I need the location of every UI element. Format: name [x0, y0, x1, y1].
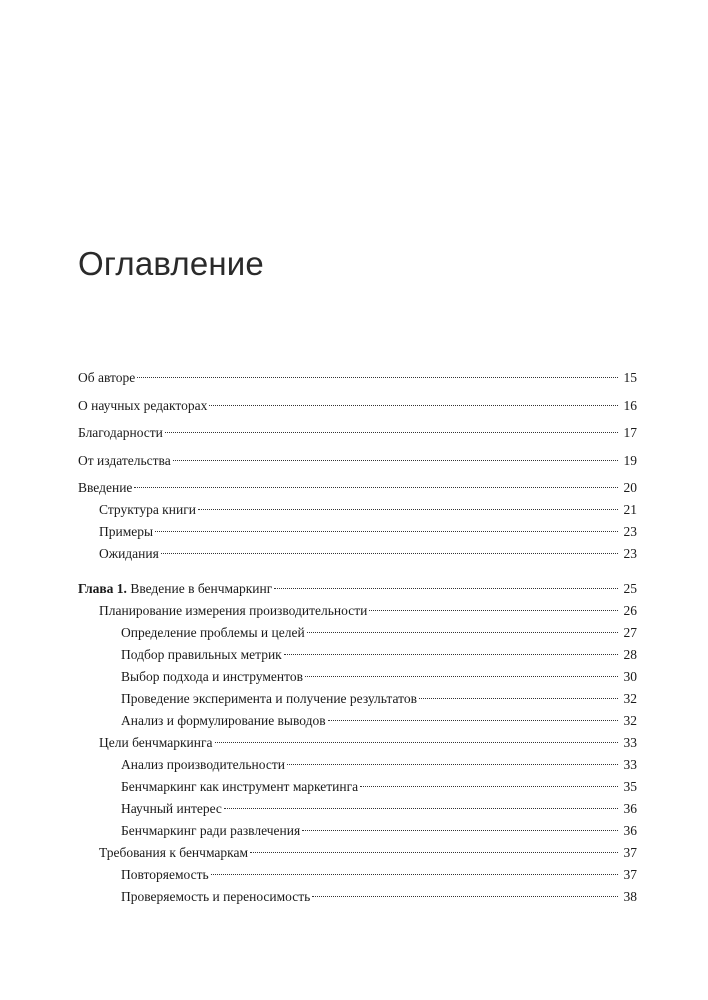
toc-page-number: 36 — [623, 801, 637, 816]
dot-leader — [307, 632, 618, 633]
dot-leader — [302, 830, 618, 831]
toc-entry-subsection[interactable] — [78, 886, 637, 908]
toc-entry-label: Научный интерес — [121, 801, 222, 816]
toc-page-number: 15 — [623, 370, 637, 385]
toc-entry-subsection[interactable] — [78, 798, 637, 820]
toc-page-number: 36 — [623, 823, 637, 838]
toc-entry-label: Повторяемость — [121, 867, 209, 882]
toc-entry-subsection[interactable] — [78, 666, 637, 688]
toc-entry-label: Бенчмаркинг ради развлечения — [121, 823, 301, 838]
dot-leader — [165, 432, 618, 433]
toc-page-number: 33 — [623, 757, 637, 772]
toc-entry-label: Благодарности — [78, 425, 163, 440]
toc-entry-subsection[interactable] — [78, 710, 637, 732]
toc-entry-examples[interactable] — [78, 521, 637, 543]
toc-page-number: 23 — [623, 546, 637, 561]
page-title: Оглавление — [78, 245, 264, 282]
dot-leader — [360, 786, 618, 787]
dot-leader — [211, 874, 618, 875]
dot-leader — [215, 742, 618, 743]
dot-leader — [137, 377, 618, 378]
toc-entry-label: Подбор правильных метрик — [121, 647, 282, 662]
toc-entry-subsection[interactable] — [78, 644, 637, 666]
toc-entry-label: Анализ и формулирование выводов — [121, 713, 326, 728]
dot-leader — [274, 588, 618, 589]
toc-entry-label: О научных редакторах — [78, 397, 208, 413]
dot-leader — [287, 764, 618, 765]
toc-page-number: 37 — [623, 867, 637, 882]
toc-entry-label: Определение проблемы и целей — [121, 625, 305, 640]
dot-leader — [305, 676, 618, 677]
toc-page-number: 25 — [623, 581, 637, 596]
toc-entry-subsection[interactable] — [78, 688, 637, 710]
dot-leader — [250, 852, 618, 853]
toc-page-number: 32 — [623, 691, 637, 706]
toc-page-number: 35 — [623, 779, 637, 794]
dot-leader — [284, 654, 618, 655]
toc-entry-label: Выбор подхода и инструментов — [121, 669, 303, 684]
toc-entry-section-planning[interactable] — [78, 600, 637, 622]
toc-entry-label: Требования к бенчмаркам — [99, 845, 249, 860]
toc-entry-section-requirements[interactable] — [78, 842, 637, 864]
dot-leader — [209, 405, 618, 406]
dot-leader — [161, 553, 618, 554]
toc-entry-publisher[interactable] — [78, 450, 637, 472]
toc-entry-acknowledgements[interactable] — [78, 422, 637, 444]
dot-leader — [419, 698, 618, 699]
toc-page-number: 26 — [623, 603, 637, 618]
toc-entry-about-author[interactable] — [78, 367, 637, 389]
toc-page-number: 30 — [623, 669, 637, 684]
dot-leader — [312, 896, 618, 897]
toc-entry-subsection[interactable] — [78, 820, 637, 842]
chapter-title: Введение в бенчмаркинг — [130, 581, 273, 596]
toc-entry-label: Структура книги — [99, 502, 196, 517]
toc-page-number: 38 — [623, 889, 637, 904]
toc-page-number: 16 — [623, 397, 637, 413]
toc-entry-label: Планирование измерения производительности — [99, 603, 368, 618]
toc-entry-chapter-1[interactable] — [78, 578, 637, 600]
toc-page-number: 28 — [623, 647, 637, 662]
toc-page-number: 17 — [623, 425, 637, 440]
dot-leader — [155, 531, 618, 532]
dot-leader — [134, 487, 618, 488]
toc-entry-label: Об авторе — [78, 370, 136, 385]
toc-page-number: 19 — [623, 452, 637, 468]
table-of-contents — [78, 367, 637, 908]
toc-entry-label: Проведение эксперимента и получение результатов — [121, 691, 417, 706]
toc-page-number: 20 — [623, 480, 637, 495]
toc-entry-label: Анализ производительности — [121, 757, 285, 772]
toc-entry-label: Проверяемость и переносимость — [121, 889, 311, 904]
dot-leader — [224, 808, 618, 809]
toc-entry-label: Ожидания — [99, 546, 159, 561]
toc-entry-editors[interactable] — [78, 395, 637, 417]
toc-entry-subsection[interactable] — [78, 754, 637, 776]
toc-page-number: 32 — [623, 713, 637, 728]
toc-entry-expectations[interactable] — [78, 543, 637, 565]
toc-entry-label: Введение — [78, 480, 133, 495]
toc-entry-subsection[interactable] — [78, 864, 637, 886]
toc-entry-label — [78, 578, 272, 600]
toc-entry-label: Бенчмаркинг как инструмент маркетинга — [121, 779, 359, 794]
toc-page-number: 33 — [623, 735, 637, 750]
dot-leader — [328, 720, 618, 721]
toc-entry-introduction[interactable] — [78, 477, 637, 499]
toc-entry-subsection[interactable] — [78, 776, 637, 798]
toc-entry-label: От издательства — [78, 452, 171, 468]
chapter-prefix: Глава 1. — [78, 581, 127, 596]
toc-entry-section-goals[interactable] — [78, 732, 637, 754]
dot-leader — [369, 610, 618, 611]
toc-page-number: 21 — [623, 502, 637, 517]
toc-entry-subsection[interactable] — [78, 622, 637, 644]
dot-leader — [198, 509, 618, 510]
toc-entry-label: Примеры — [99, 524, 154, 539]
toc-page-number: 27 — [623, 625, 637, 640]
toc-page-number: 37 — [623, 845, 637, 860]
toc-page-number: 23 — [623, 524, 637, 539]
toc-entry-label: Цели бенчмаркинга — [99, 735, 213, 750]
toc-entry-book-structure[interactable] — [78, 499, 637, 521]
dot-leader — [173, 460, 618, 461]
